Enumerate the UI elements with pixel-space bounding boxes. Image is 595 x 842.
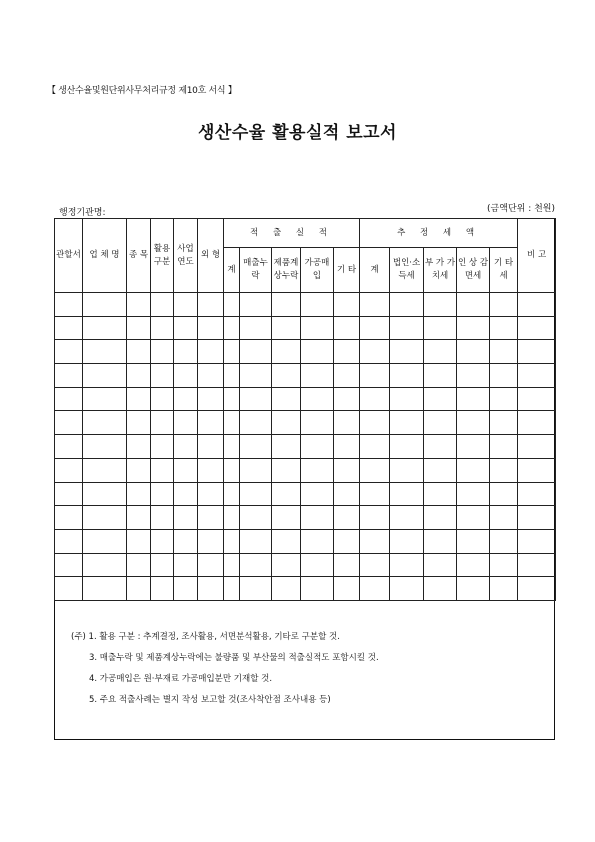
table-cell[interactable] [390,577,424,601]
table-cell[interactable] [151,435,174,459]
table-cell[interactable] [272,506,301,530]
table-cell[interactable] [224,387,240,411]
table-cell[interactable] [518,364,556,388]
table-cell[interactable] [240,411,272,435]
table-cell[interactable] [83,293,127,317]
header-detection-other: 기 타 [334,248,360,293]
table-cell[interactable] [490,387,518,411]
table-cell[interactable] [55,458,83,482]
table-cell[interactable] [55,316,83,340]
table-cell[interactable] [424,316,457,340]
table-cell[interactable] [518,293,556,317]
table-cell[interactable] [424,482,457,506]
header-vat: 부 가 가치세 [424,248,457,293]
unit-label: (금액단위 : 천원) [487,204,555,214]
table-cell[interactable] [360,458,390,482]
table-cell[interactable] [490,482,518,506]
table-cell[interactable] [174,577,198,601]
table-cell[interactable] [272,435,301,459]
table-cell[interactable] [301,458,334,482]
table-cell[interactable] [83,340,127,364]
table-cell[interactable] [127,482,151,506]
table-row [55,411,556,435]
table-cell[interactable] [424,529,457,553]
report-table [54,218,556,601]
table-cell[interactable] [490,553,518,577]
table-cell[interactable] [390,482,424,506]
table-cell[interactable] [174,340,198,364]
table-row [55,293,556,317]
table-cell[interactable] [301,482,334,506]
table-cell[interactable] [518,506,556,530]
table-cell[interactable] [224,411,240,435]
table-cell[interactable] [490,506,518,530]
table-cell[interactable] [301,364,334,388]
table-cell[interactable] [151,482,174,506]
table-cell[interactable] [174,458,198,482]
table-cell[interactable] [518,316,556,340]
agency-label: 행정기관명: [59,208,106,218]
table-cell[interactable] [334,553,360,577]
table-cell[interactable] [127,435,151,459]
table-cell[interactable] [55,529,83,553]
table-cell[interactable] [198,293,224,317]
table-cell[interactable] [127,529,151,553]
table-cell[interactable] [198,340,224,364]
table-cell[interactable] [55,411,83,435]
table-cell[interactable] [457,340,490,364]
header-sales-omission: 매출누락 [240,248,272,293]
table-cell[interactable] [151,411,174,435]
table-cell[interactable] [151,577,174,601]
header-office: 관할서 [55,219,83,293]
table-cell[interactable] [334,458,360,482]
table-cell[interactable] [224,364,240,388]
table-cell[interactable] [272,482,301,506]
table-cell[interactable] [518,340,556,364]
header-company: 업 체 명 [83,219,127,293]
table-cell[interactable] [390,411,424,435]
table-cell[interactable] [301,506,334,530]
table-cell[interactable] [390,553,424,577]
table-cell[interactable] [424,577,457,601]
table-cell[interactable] [457,482,490,506]
table-cell[interactable] [127,577,151,601]
table-cell[interactable] [272,529,301,553]
note-item: 3. 매출누락 및 제품계상누락에는 불량품 및 부산물의 적출실적도 포함시킬 것. [89,653,379,663]
table-cell[interactable] [390,364,424,388]
table-cell[interactable] [334,577,360,601]
table-cell[interactable] [240,577,272,601]
table-cell[interactable] [224,340,240,364]
table-cell[interactable] [224,506,240,530]
table-cell[interactable] [301,316,334,340]
table-cell[interactable] [424,458,457,482]
header-tax-total: 계 [360,248,390,293]
table-cell[interactable] [83,387,127,411]
table-cell[interactable] [490,529,518,553]
table-cell[interactable] [360,506,390,530]
table-row [55,435,556,459]
table-row [55,506,556,530]
table-cell[interactable] [198,458,224,482]
page-title: 생산수율 활용실적 보고서 [198,123,397,143]
table-cell[interactable] [457,316,490,340]
table-cell[interactable] [390,435,424,459]
table-cell[interactable] [490,577,518,601]
table-cell[interactable] [334,293,360,317]
table-cell[interactable] [224,482,240,506]
table-cell[interactable] [240,506,272,530]
table-cell[interactable] [240,364,272,388]
table-cell[interactable] [457,458,490,482]
table-cell[interactable] [490,316,518,340]
table-cell[interactable] [174,506,198,530]
table-cell[interactable] [424,340,457,364]
table-cell[interactable] [334,387,360,411]
table-cell[interactable] [390,387,424,411]
table-cell[interactable] [55,435,83,459]
table-cell[interactable] [272,340,301,364]
table-cell[interactable] [334,316,360,340]
table-cell[interactable] [518,387,556,411]
table-cell[interactable] [457,553,490,577]
table-cell[interactable] [457,364,490,388]
table-cell[interactable] [174,529,198,553]
header-product-omission: 제품계상누락 [272,248,301,293]
table-cell[interactable] [360,553,390,577]
table-cell[interactable] [390,340,424,364]
table-cell[interactable] [390,529,424,553]
table-cell[interactable] [518,411,556,435]
header-remarks: 비 고 [518,219,556,293]
header-item: 종 목 [127,219,151,293]
table-cell[interactable] [390,316,424,340]
table-cell[interactable] [272,411,301,435]
table-cell[interactable] [83,506,127,530]
table-cell[interactable] [240,340,272,364]
table-cell[interactable] [83,316,127,340]
table-cell[interactable] [127,364,151,388]
form-reference: 【 생산수율및원단위사무처리규정 제10호 서식 】 [47,86,237,96]
table-cell[interactable] [151,364,174,388]
table-cell[interactable] [240,553,272,577]
table-cell[interactable] [390,506,424,530]
table-row [55,458,556,482]
table-cell[interactable] [198,553,224,577]
table-cell[interactable] [55,506,83,530]
table-cell[interactable] [424,553,457,577]
table-cell[interactable] [518,458,556,482]
table-cell[interactable] [224,529,240,553]
table-cell[interactable] [55,293,83,317]
table-cell[interactable] [490,293,518,317]
table-cell[interactable] [224,458,240,482]
table-cell[interactable] [334,340,360,364]
table-cell[interactable] [174,411,198,435]
table-cell[interactable] [334,411,360,435]
table-cell[interactable] [83,435,127,459]
table-cell[interactable] [334,435,360,459]
table-row [55,529,556,553]
table-cell[interactable] [83,458,127,482]
table-row [55,553,556,577]
header-processing-purchase: 가공매입 [301,248,334,293]
table-cell[interactable] [174,387,198,411]
table-cell[interactable] [83,529,127,553]
table-cell[interactable] [490,435,518,459]
notes-section [71,627,379,711]
table-row [55,482,556,506]
table-cell[interactable] [360,577,390,601]
table-cell[interactable] [151,387,174,411]
table-cell[interactable] [55,577,83,601]
table-cell[interactable] [151,458,174,482]
table-cell[interactable] [360,293,390,317]
table-cell[interactable] [198,316,224,340]
table-cell[interactable] [240,387,272,411]
table-cell[interactable] [301,529,334,553]
header-detection-total: 계 [224,248,240,293]
table-cell[interactable] [127,411,151,435]
table-cell[interactable] [127,458,151,482]
table-cell[interactable] [301,340,334,364]
table-cell[interactable] [198,482,224,506]
header-corporate-income-tax: 법인·소득세 [390,248,424,293]
table-cell[interactable] [457,411,490,435]
table-cell[interactable] [301,293,334,317]
table-cell[interactable] [272,553,301,577]
header-reduction-tax: 인 상 감면세 [457,248,490,293]
table-row [55,387,556,411]
table-cell[interactable] [55,482,83,506]
table-cell[interactable] [198,364,224,388]
table-cell[interactable] [490,364,518,388]
table-cell[interactable] [301,553,334,577]
table-cell[interactable] [360,529,390,553]
table-cell[interactable] [127,553,151,577]
table-cell[interactable] [390,458,424,482]
table-cell[interactable] [301,577,334,601]
table-cell[interactable] [83,577,127,601]
table-cell[interactable] [334,364,360,388]
table-cell[interactable] [224,577,240,601]
table-cell[interactable] [198,506,224,530]
table-cell[interactable] [518,529,556,553]
table-row [55,364,556,388]
table-cell[interactable] [240,316,272,340]
table-cell[interactable] [240,293,272,317]
table-cell[interactable] [224,293,240,317]
table-cell[interactable] [240,458,272,482]
table-cell[interactable] [151,529,174,553]
table-cell[interactable] [151,293,174,317]
table-cell[interactable] [174,482,198,506]
table-cell[interactable] [518,553,556,577]
header-tax-group: 추 정 세 액 [360,219,518,248]
table-cell[interactable] [457,529,490,553]
table-cell[interactable] [240,529,272,553]
table-cell[interactable] [174,553,198,577]
header-other-tax: 기 타 세 [490,248,518,293]
table-cell[interactable] [55,387,83,411]
table-cell[interactable] [390,293,424,317]
table-row [55,577,556,601]
table-cell[interactable] [360,364,390,388]
table-cell[interactable] [424,364,457,388]
table-body [55,293,556,601]
table-cell[interactable] [151,553,174,577]
table-cell[interactable] [198,577,224,601]
table-cell[interactable] [174,316,198,340]
header-visit: 외 형 [198,219,224,293]
table-cell[interactable] [272,293,301,317]
table-cell[interactable] [360,411,390,435]
table-cell[interactable] [174,293,198,317]
table-cell[interactable] [457,293,490,317]
table-cell[interactable] [55,364,83,388]
table-cell[interactable] [174,435,198,459]
note-item: (주) 1. 활용 구분 : 추계결정, 조사활용, 서면분석활용, 기타로 구분할 것. [71,632,340,642]
table-cell[interactable] [272,387,301,411]
table-cell[interactable] [518,435,556,459]
table-cell[interactable] [198,411,224,435]
table-cell[interactable] [360,316,390,340]
table-cell[interactable] [151,506,174,530]
note-item: 5. 주요 적출사례는 별지 작성 보고할 것(조사착안점 조사내용 등) [89,695,331,705]
table-cell[interactable] [272,458,301,482]
table-cell[interactable] [424,293,457,317]
header-detection-group: 적 출 실 적 [224,219,360,248]
table-cell[interactable] [224,316,240,340]
table-cell[interactable] [272,316,301,340]
table-cell[interactable] [518,577,556,601]
table-cell[interactable] [424,387,457,411]
table-row [55,340,556,364]
table-cell[interactable] [518,482,556,506]
table-cell[interactable] [198,529,224,553]
table-cell[interactable] [301,435,334,459]
table-cell[interactable] [360,340,390,364]
table-cell[interactable] [360,482,390,506]
table-cell[interactable] [301,411,334,435]
table-cell[interactable] [83,482,127,506]
header-usage-type: 활용 구분 [151,219,174,293]
table-cell[interactable] [334,482,360,506]
table-cell[interactable] [224,435,240,459]
table-cell[interactable] [490,340,518,364]
table-cell[interactable] [55,553,83,577]
table-cell[interactable] [457,435,490,459]
table-cell[interactable] [424,435,457,459]
table-cell[interactable] [334,529,360,553]
table-cell[interactable] [360,435,390,459]
table-cell[interactable] [457,506,490,530]
table-cell[interactable] [334,506,360,530]
table-cell[interactable] [55,340,83,364]
table-cell[interactable] [301,387,334,411]
table-cell[interactable] [224,553,240,577]
table-cell[interactable] [457,577,490,601]
table-cell[interactable] [127,293,151,317]
table-cell[interactable] [272,577,301,601]
table-cell[interactable] [174,364,198,388]
table-cell[interactable] [198,435,224,459]
table-cell[interactable] [127,387,151,411]
table-cell[interactable] [127,316,151,340]
table-cell[interactable] [83,553,127,577]
note-item: 4. 가공매입은 원·부재료 가공매입분만 기재할 것. [89,674,273,684]
table-cell[interactable] [83,411,127,435]
table-cell[interactable] [457,387,490,411]
table-cell[interactable] [490,411,518,435]
table-cell[interactable] [151,316,174,340]
table-cell[interactable] [424,506,457,530]
table-cell[interactable] [240,435,272,459]
table-cell[interactable] [83,364,127,388]
table-cell[interactable] [127,506,151,530]
table-cell[interactable] [424,411,457,435]
table-cell[interactable] [490,458,518,482]
table-cell[interactable] [127,340,151,364]
table-row [55,316,556,340]
table-cell[interactable] [240,482,272,506]
table-cell[interactable] [198,387,224,411]
table-cell[interactable] [360,387,390,411]
table-cell[interactable] [272,364,301,388]
header-business-year: 사업 연도 [174,219,198,293]
table-cell[interactable] [151,340,174,364]
